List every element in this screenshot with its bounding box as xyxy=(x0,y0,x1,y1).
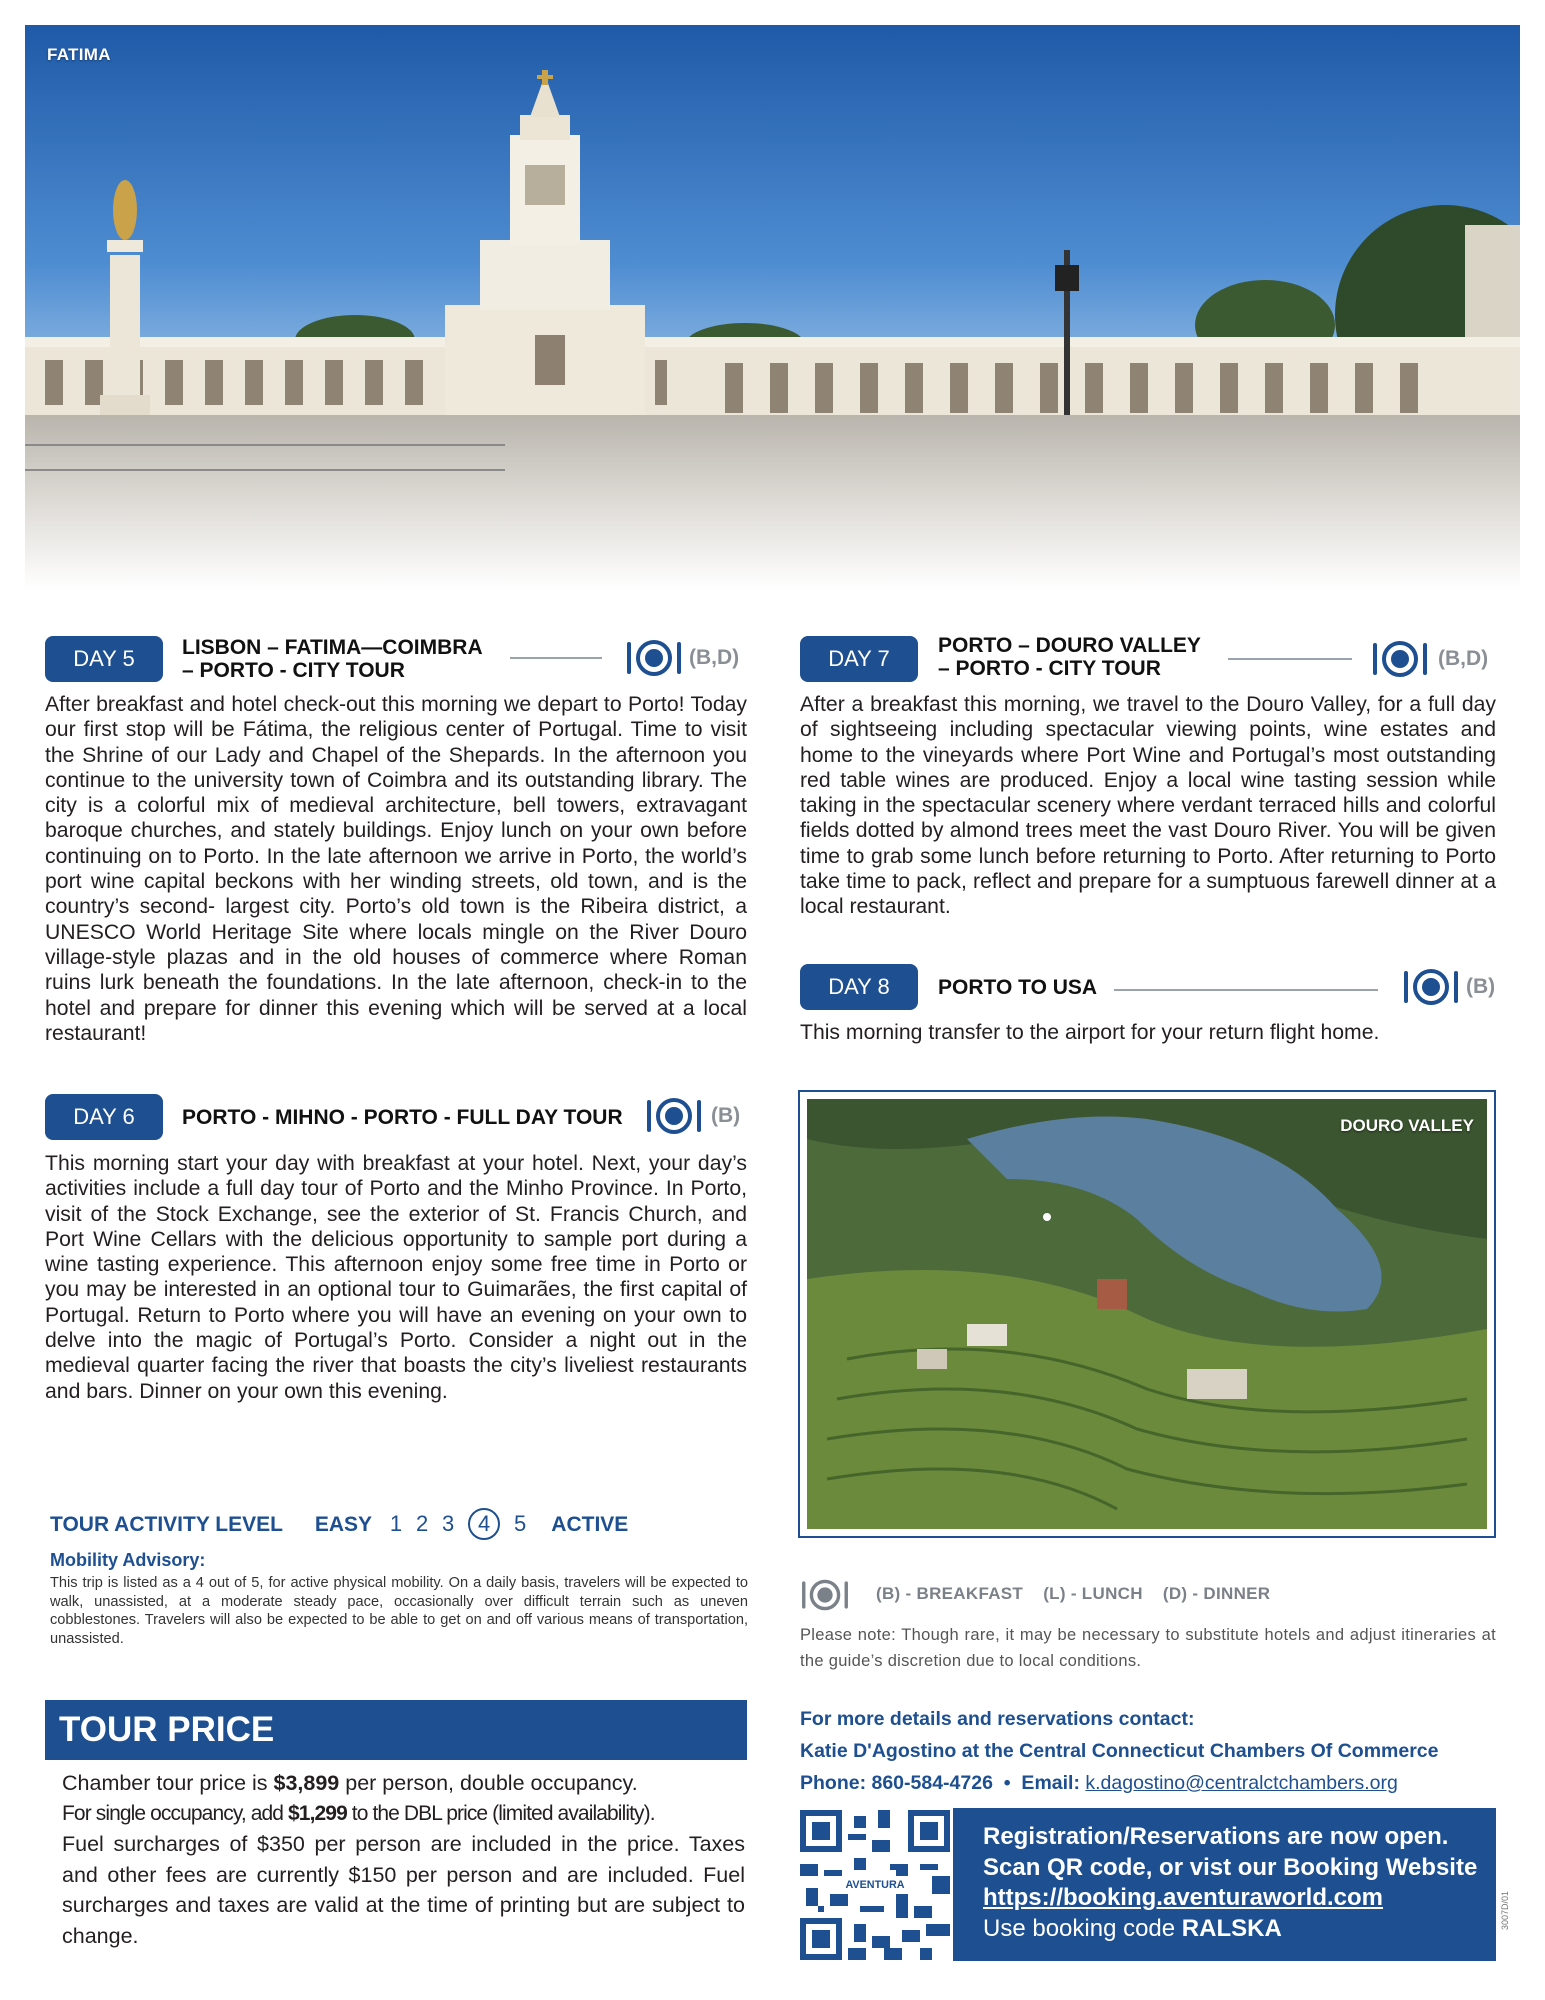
booking-website-link[interactable]: https://booking.aventuraworld.com xyxy=(983,1884,1384,1911)
price-line-2-text: For single occupancy, add xyxy=(62,1801,289,1825)
day-5-title-line2: – PORTO - CITY TOUR xyxy=(182,659,405,682)
plate-fork-knife-icon xyxy=(645,1096,703,1136)
booking-code-label: Use booking code xyxy=(983,1914,1182,1942)
booking-code: RALSKA xyxy=(1181,1914,1282,1942)
price-line-2 xyxy=(62,1799,745,1830)
activity-level-5: 5 xyxy=(513,1511,527,1536)
fatima-sanctuary-illustration xyxy=(25,25,1520,590)
activity-active: ACTIVE xyxy=(551,1513,629,1536)
activity-level-3: 3 xyxy=(442,1511,455,1536)
plate-fork-knife-icon xyxy=(625,638,683,678)
day-6-title: PORTO - MIHNO - PORTO - FULL DAY TOUR xyxy=(182,1106,623,1129)
divider-line xyxy=(1114,989,1378,991)
day-6-badge: DAY 6 xyxy=(45,1094,163,1140)
day-5-header xyxy=(45,636,747,684)
registration-line-2: Scan QR code, or vist our Booking Website xyxy=(983,1853,1478,1881)
day-5-title-line1: LISBON – FATIMA—COIMBRA xyxy=(182,636,483,659)
divider-line xyxy=(510,657,602,659)
plate-fork-knife-icon xyxy=(1402,967,1460,1007)
day-5-title xyxy=(182,636,483,682)
qr-code[interactable] xyxy=(800,1810,950,1960)
day-8-badge: DAY 8 xyxy=(800,964,918,1010)
day-8-section xyxy=(800,964,1496,1044)
price-line-1-text: Chamber tour price is xyxy=(62,1771,274,1795)
day-7-description: After a breakfast this morning, we travel to the Douro Valley, for a full day of sightseeing including spectacular viewing points, wine estates and home to the vineyards where Port Wine and Portugal’s most outstanding red table wines are produced. Enjoy a local wine tasting session while taking in the spectacular scenery where verdant terraced hills and colorful fields dotted by almond trees meet the vast Douro River. You will be given time to grab some lunch before returning to Porto. After returning to Porto take time to pack, reflect and prepare for a sumptuous farewell dinner at a local restaurant. xyxy=(800,693,1496,919)
day-5-meals: (B,D) xyxy=(689,646,740,669)
price-fees-text: Fuel surcharges of $350 per person are included in the price. Taxes and other fees are currently $150 per person and are included. Fuel surcharges and taxes are valid at the time of printing but are subject to change. xyxy=(62,1832,745,1948)
day-5-badge: DAY 5 xyxy=(45,636,163,682)
aventura-world-logo: AVENTURA xyxy=(845,1879,905,1891)
activity-easy: EASY xyxy=(314,1513,372,1536)
douro-valley-illustration xyxy=(807,1099,1487,1529)
booking-code-line xyxy=(983,1914,1496,1945)
mobility-body: This trip is listed as a 4 out of 5, for active physical mobility. On a daily basis, travelers will be expected to walk, unassisted, at a moderate steady pace, occasionally over difficult terrain such as uneven cobblestones. Travelers will also be expected to be able to get on and off various means of transportation, unassisted. xyxy=(50,1575,748,1647)
day-8-description: This morning transfer to the airport for your return flight home. xyxy=(800,1021,1380,1044)
day-7-header xyxy=(800,634,1496,682)
tour-price-heading: TOUR PRICE xyxy=(45,1700,747,1760)
douro-valley-photo xyxy=(798,1090,1496,1538)
contact-line-3 xyxy=(800,1767,1439,1799)
contact-line-1: For more details and reservations contact: xyxy=(800,1708,1195,1730)
activity-level-2: 2 xyxy=(415,1511,429,1536)
day-6-section xyxy=(45,1094,747,1403)
contact-block xyxy=(800,1703,1439,1799)
day-8-meals: (B) xyxy=(1466,975,1496,998)
registration-line-1: Registration/Reservations are now open. xyxy=(983,1823,1449,1850)
day-5-section xyxy=(45,636,747,1045)
activity-level-1: 1 xyxy=(389,1511,403,1536)
day-7-meals: (B,D) xyxy=(1438,647,1489,670)
day-7-title xyxy=(938,634,1201,680)
tour-price-body xyxy=(62,1768,745,1951)
price-line-2-suffix: to the DBL price (limited availability). xyxy=(346,1801,655,1825)
mobility-title: Mobility Advisory: xyxy=(50,1550,206,1570)
divider-line xyxy=(1228,658,1352,660)
contact-phone: Phone: 860-584-4726 • Email: xyxy=(800,1772,1086,1794)
plate-fork-knife-icon xyxy=(800,1578,850,1612)
registration-box xyxy=(953,1808,1496,1961)
day-7-title-line2: – PORTO - CITY TOUR xyxy=(938,657,1161,680)
hero-image-fatima xyxy=(25,25,1520,590)
activity-level-selected: 4 xyxy=(468,1508,500,1540)
day-8-title: PORTO TO USA xyxy=(938,976,1098,999)
plate-fork-knife-icon xyxy=(1371,639,1429,679)
document-code: 3007D/01 xyxy=(1500,1890,1510,1930)
price-line-1-suffix: per person, double occupancy. xyxy=(339,1771,638,1795)
double-price: $3,899 xyxy=(273,1771,340,1795)
day-6-header xyxy=(45,1094,747,1142)
single-supplement: $1,299 xyxy=(288,1801,347,1825)
activity-label: TOUR ACTIVITY LEVEL xyxy=(50,1513,283,1536)
day-7-badge: DAY 7 xyxy=(800,636,918,682)
photo-caption: DOURO VALLEY xyxy=(1340,1116,1474,1135)
day-8-header xyxy=(800,964,1496,1012)
meal-legend-text: (B) - BREAKFAST (L) - LUNCH (D) - DINNER xyxy=(876,1584,1271,1603)
hero-caption: FATIMA xyxy=(47,45,111,64)
price-line-1 xyxy=(62,1768,745,1799)
activity-level xyxy=(50,1508,634,1540)
itinerary-note: Please note: Though rare, it may be necessary to substitute hotels and adjust itineraries at the guide’s discretion due to local conditions. xyxy=(800,1626,1496,1670)
contact-email-link[interactable]: k.dagostino@centralctchambers.org xyxy=(1085,1772,1398,1794)
day-7-title-line1: PORTO – DOURO VALLEY xyxy=(938,634,1201,657)
contact-line-2: Katie D'Agostino at the Central Connecticut Chambers Of Commerce xyxy=(800,1740,1439,1762)
day-6-meals: (B) xyxy=(711,1104,741,1127)
day-7-section xyxy=(800,634,1496,919)
day-6-description: This morning start your day with breakfast at your hotel. Next, your day’s activities include a full day tour of Porto and the Minho Province. In Porto, visit of the Stock Exchange, see the exterior of St. Francis Church, and Port Wine Cellars with the delicious opportunity to sample port during a wine tasting experience. This afternoon enjoy some free time in Porto or you may be interested in an optional tour to Guimarães, the first capital of Portugal. Return to Porto where you will have an evening on your own to delve into the magic of Portugal’s Porto. Consider a night out in the medieval quarter facing the river that boasts the city’s liveliest restaurants and bars. Dinner on your own this evening. xyxy=(45,1152,747,1403)
day-5-description: After breakfast and hotel check-out this morning we depart to Porto! Today our first stop will be Fátima, the religious center of Portugal. Time to visit the Shrine of our Lady and Chapel of the Shepards. In the afternoon you continue to the university town of Coimbra and its outstanding library. The city is a colorful mix of medieval architecture, bell towers, extravagant baroque churches, and stately buildings. Enjoy lunch on your own before continuing on to Porto. In the late afternoon we arrive in Porto, the world’s port wine capital beckons with her winding streets, old town, and is the country’s second- largest city. Porto’s old town is the Ribeira district, a UNESCO World Heritage Site where locals mingle on the River Douro village-style plazas and in the old houses of commerce where Roman ruins lurk beneath the foundations. In the late afternoon, check-in to the hotel and prepare for dinner this evening which will be served at a local restaurant! xyxy=(45,693,747,1045)
